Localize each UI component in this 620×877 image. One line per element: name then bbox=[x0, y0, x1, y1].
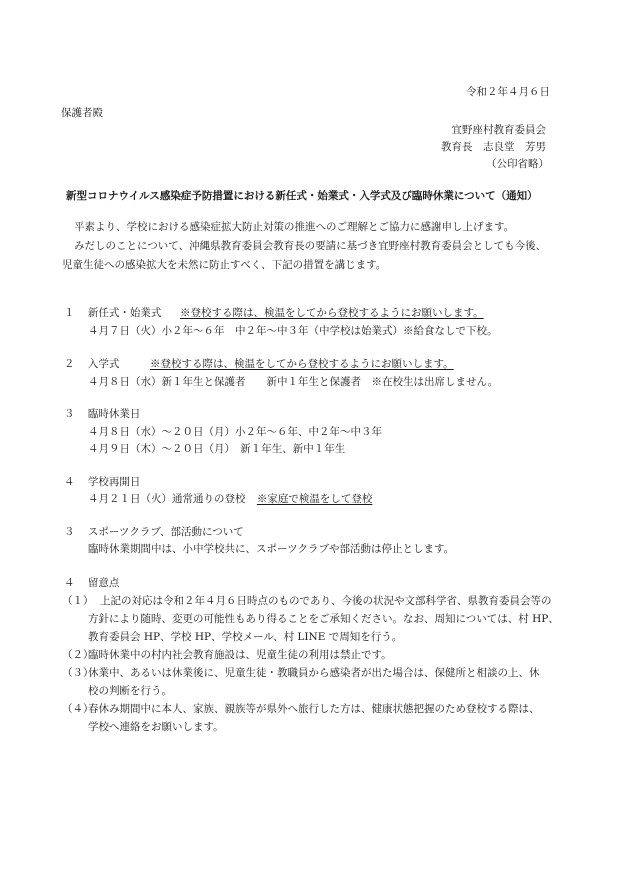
note-item-4-number: （４） bbox=[62, 703, 94, 715]
section-number: ３ bbox=[64, 526, 75, 538]
section-title: 臨時休業日 bbox=[87, 408, 141, 420]
intro-line-3: 児童生徒への感染拡大を未然に防止すべく、下記の措置を講じます。 bbox=[62, 259, 387, 271]
recipient: 保護者殿 bbox=[61, 107, 103, 119]
intro-line-2: みだしのことについて、沖縄県教育委員会教育長の要請に基づき宜野座村教育委員会としても今後、 bbox=[74, 240, 547, 252]
section-number: ４ bbox=[64, 577, 75, 589]
intro-line-1: 平素より、学校における感染症拡大防止対策の推進へのご理解とご協力に感謝申し上げます。 bbox=[74, 221, 515, 233]
reopen-note: ※家庭で検温をして登校 bbox=[256, 493, 373, 505]
seal-note: （公印省略） bbox=[486, 158, 549, 170]
section-1-note: ※登校する際は、検温をしてから登校するようにお願いします。 bbox=[180, 307, 484, 319]
issuer-organization: 宜野座村教育委員会 bbox=[451, 124, 546, 136]
document-title: 新型コロナウイルス感染症予防措置における新任式・始業式・入学式及び臨時休業について（通知） bbox=[66, 190, 538, 202]
section-6-heading bbox=[64, 577, 119, 590]
section-3-line-2: ４月９日（木）～２０日（月） 新１年生、新中１年生 bbox=[88, 443, 346, 455]
section-4-line bbox=[88, 493, 372, 506]
section-1-line: ４月７日（火）小２年～６年 中２年～中３年（中学校は始業式）※給食なしで下校。 bbox=[88, 325, 498, 337]
note-item-3-line-1: 休業中、あるいは休業後に、児童生徒・教職員から感染者が出た場合は、保健所と相談の上、休 bbox=[88, 667, 540, 679]
section-number: ３ bbox=[64, 408, 75, 420]
note-item-4-line-2: 学校へ連絡をお願いします。 bbox=[88, 721, 224, 733]
note-item-1-line-3: 教育委員会 HP、学校 HP、学校メール、村 LINE で周知を行う。 bbox=[88, 631, 403, 643]
issuer-person: 教育長 志良堂 芳男 bbox=[441, 141, 546, 153]
note-item-1-number: （１） bbox=[62, 595, 94, 607]
note-item-2-line-1: 臨時休業中の村内社会教育施設は、児童生徒の利用は禁止です。 bbox=[88, 649, 392, 661]
section-2-line: ４月８日（水）新１年生と保護者 新中１年生と保護者 ※在校生は出席しません。 bbox=[88, 376, 499, 388]
note-item-1-line-2: 方針により随時、変更の可能性もあり得ることをご承知ください。なお、周知については、村 HP、 bbox=[88, 613, 559, 625]
document-date: 令和２年４月６日 bbox=[466, 86, 550, 98]
section-2-note: ※登校する際は、検温をしてから登校するようにお願いします。 bbox=[150, 358, 454, 370]
section-title: 入学式 bbox=[87, 358, 120, 370]
section-number: ４ bbox=[64, 476, 75, 488]
section-number: ２ bbox=[64, 358, 75, 370]
section-number: １ bbox=[64, 307, 75, 319]
section-title: 新任式・始業式 bbox=[87, 307, 162, 319]
section-3-line-1: ４月８日（水）～２０日（月）小２年～６年、中２年～中３年 bbox=[88, 426, 382, 438]
note-item-1-line-1: 上記の対応は令和２年４月６日時点のものであり、今後の状況や文部科学省、県教育委員会等の bbox=[100, 595, 552, 607]
section-1-heading bbox=[64, 307, 161, 320]
note-item-2-number: （２） bbox=[62, 649, 94, 661]
reopen-date-text: ４月２１日（火）通常通りの登校 bbox=[88, 493, 246, 505]
section-title: 留意点 bbox=[87, 577, 120, 589]
note-item-4-line-1: 春休み期間中に本人、家族、親族等が県外へ旅行した方は、健康状態把握のため登校する際は、 bbox=[88, 703, 540, 715]
note-item-3-line-2: 校の判断を行う。 bbox=[88, 685, 172, 697]
section-2-heading bbox=[64, 358, 119, 371]
section-3-heading bbox=[64, 408, 140, 421]
section-4-heading bbox=[64, 476, 140, 489]
section-5-line: 臨時休業期間中は、小中学校共に、スポーツクラブや部活動は停止とします。 bbox=[88, 543, 455, 555]
section-title: 学校再開日 bbox=[87, 476, 141, 488]
note-item-3-number: （３） bbox=[62, 667, 94, 679]
section-title: スポーツクラブ、部活動について bbox=[87, 526, 244, 538]
section-5-heading bbox=[64, 526, 244, 539]
